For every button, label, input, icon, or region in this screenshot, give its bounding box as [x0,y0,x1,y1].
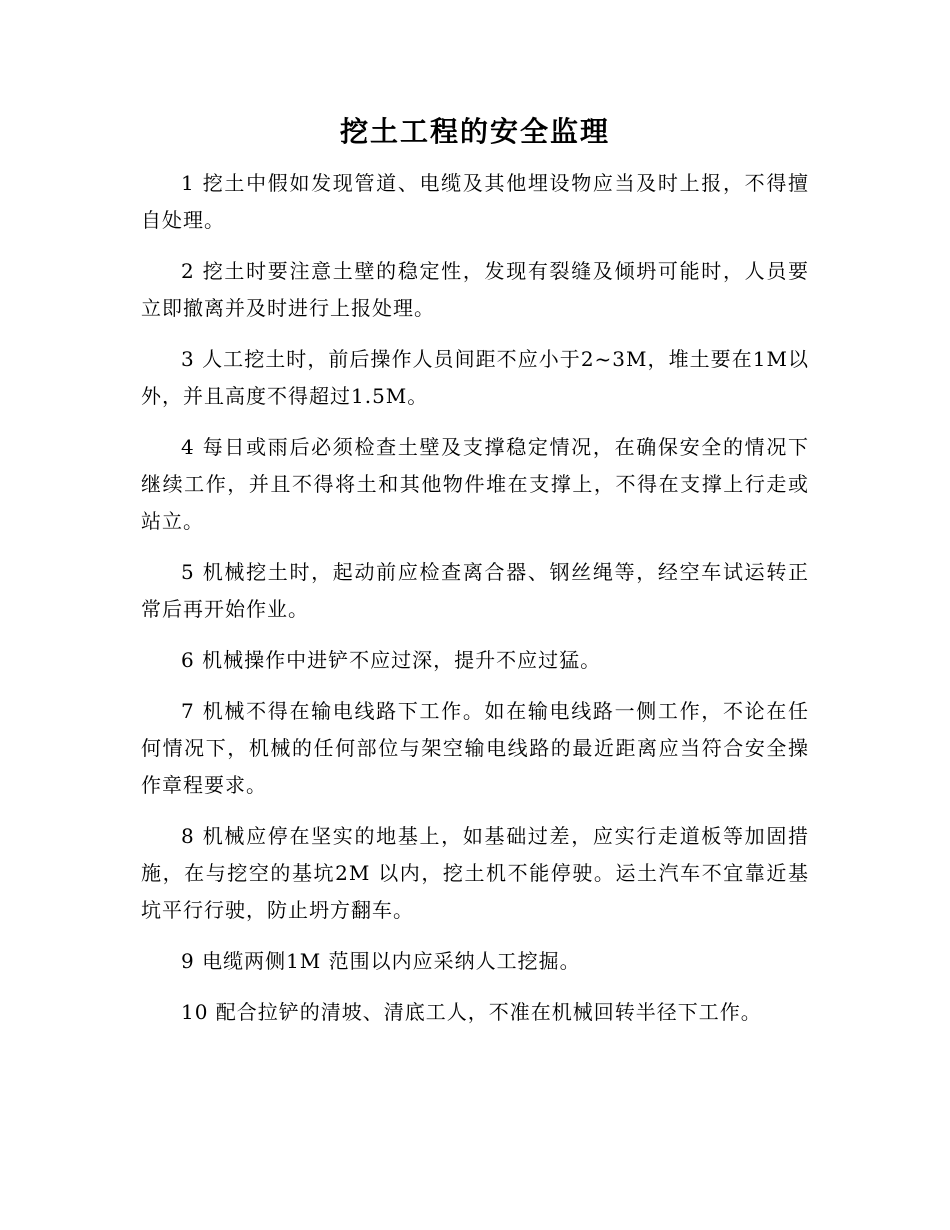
paragraph-4: 4 每日或雨后必须检查土壁及支撑稳定情况，在确保安全的情况下继续工作，并且不得将土和其他物件堆在支撑上，不得在支撑上行走或站立。 [141,435,809,533]
paragraph-6: 6 机械操作中进铲不应过深，提升不应过猛。 [181,648,602,672]
document-body [141,165,809,1045]
paragraph-2: 2 挖土时要注意土壁的稳定性，发现有裂缝及倾坍可能时，人员要立即撤离并及时进行上报处理。 [141,259,809,320]
paragraph-1: 1 挖土中假如发现管道、电缆及其他埋设物应当及时上报，不得擅自处理。 [141,171,809,232]
paragraph-5: 5 机械挖土时，起动前应检查离合器、钢丝绳等，经空车试运转正常后再开始作业。 [141,560,809,621]
paragraph-3: 3 人工挖土时，前后操作人员间距不应小于2~3M，堆土要在1M以外，并且高度不得超过1.5M。 [141,347,809,408]
paragraph-8: 8 机械应停在坚实的地基上，如基础过差，应实行走道板等加固措施，在与挖空的基坑2M 以内，挖土机不能停驶。运土汽车不宜靠近基坑平行行驶，防止坍方翻车。 [141,824,809,922]
paragraph-7: 7 机械不得在输电线路下工作。如在输电线路一侧工作，不论在任何情况下，机械的任何部位与架空输电线路的最近距离应当符合安全操作章程要求。 [141,699,809,797]
paragraph-10: 10 配合拉铲的清坡、清底工人，不准在机械回转半径下工作。 [181,1000,762,1024]
paragraph-9: 9 电缆两侧1M 范围以内应采纳人工挖掘。 [181,949,581,973]
document-title: 挖土工程的安全监理 [339,115,610,148]
